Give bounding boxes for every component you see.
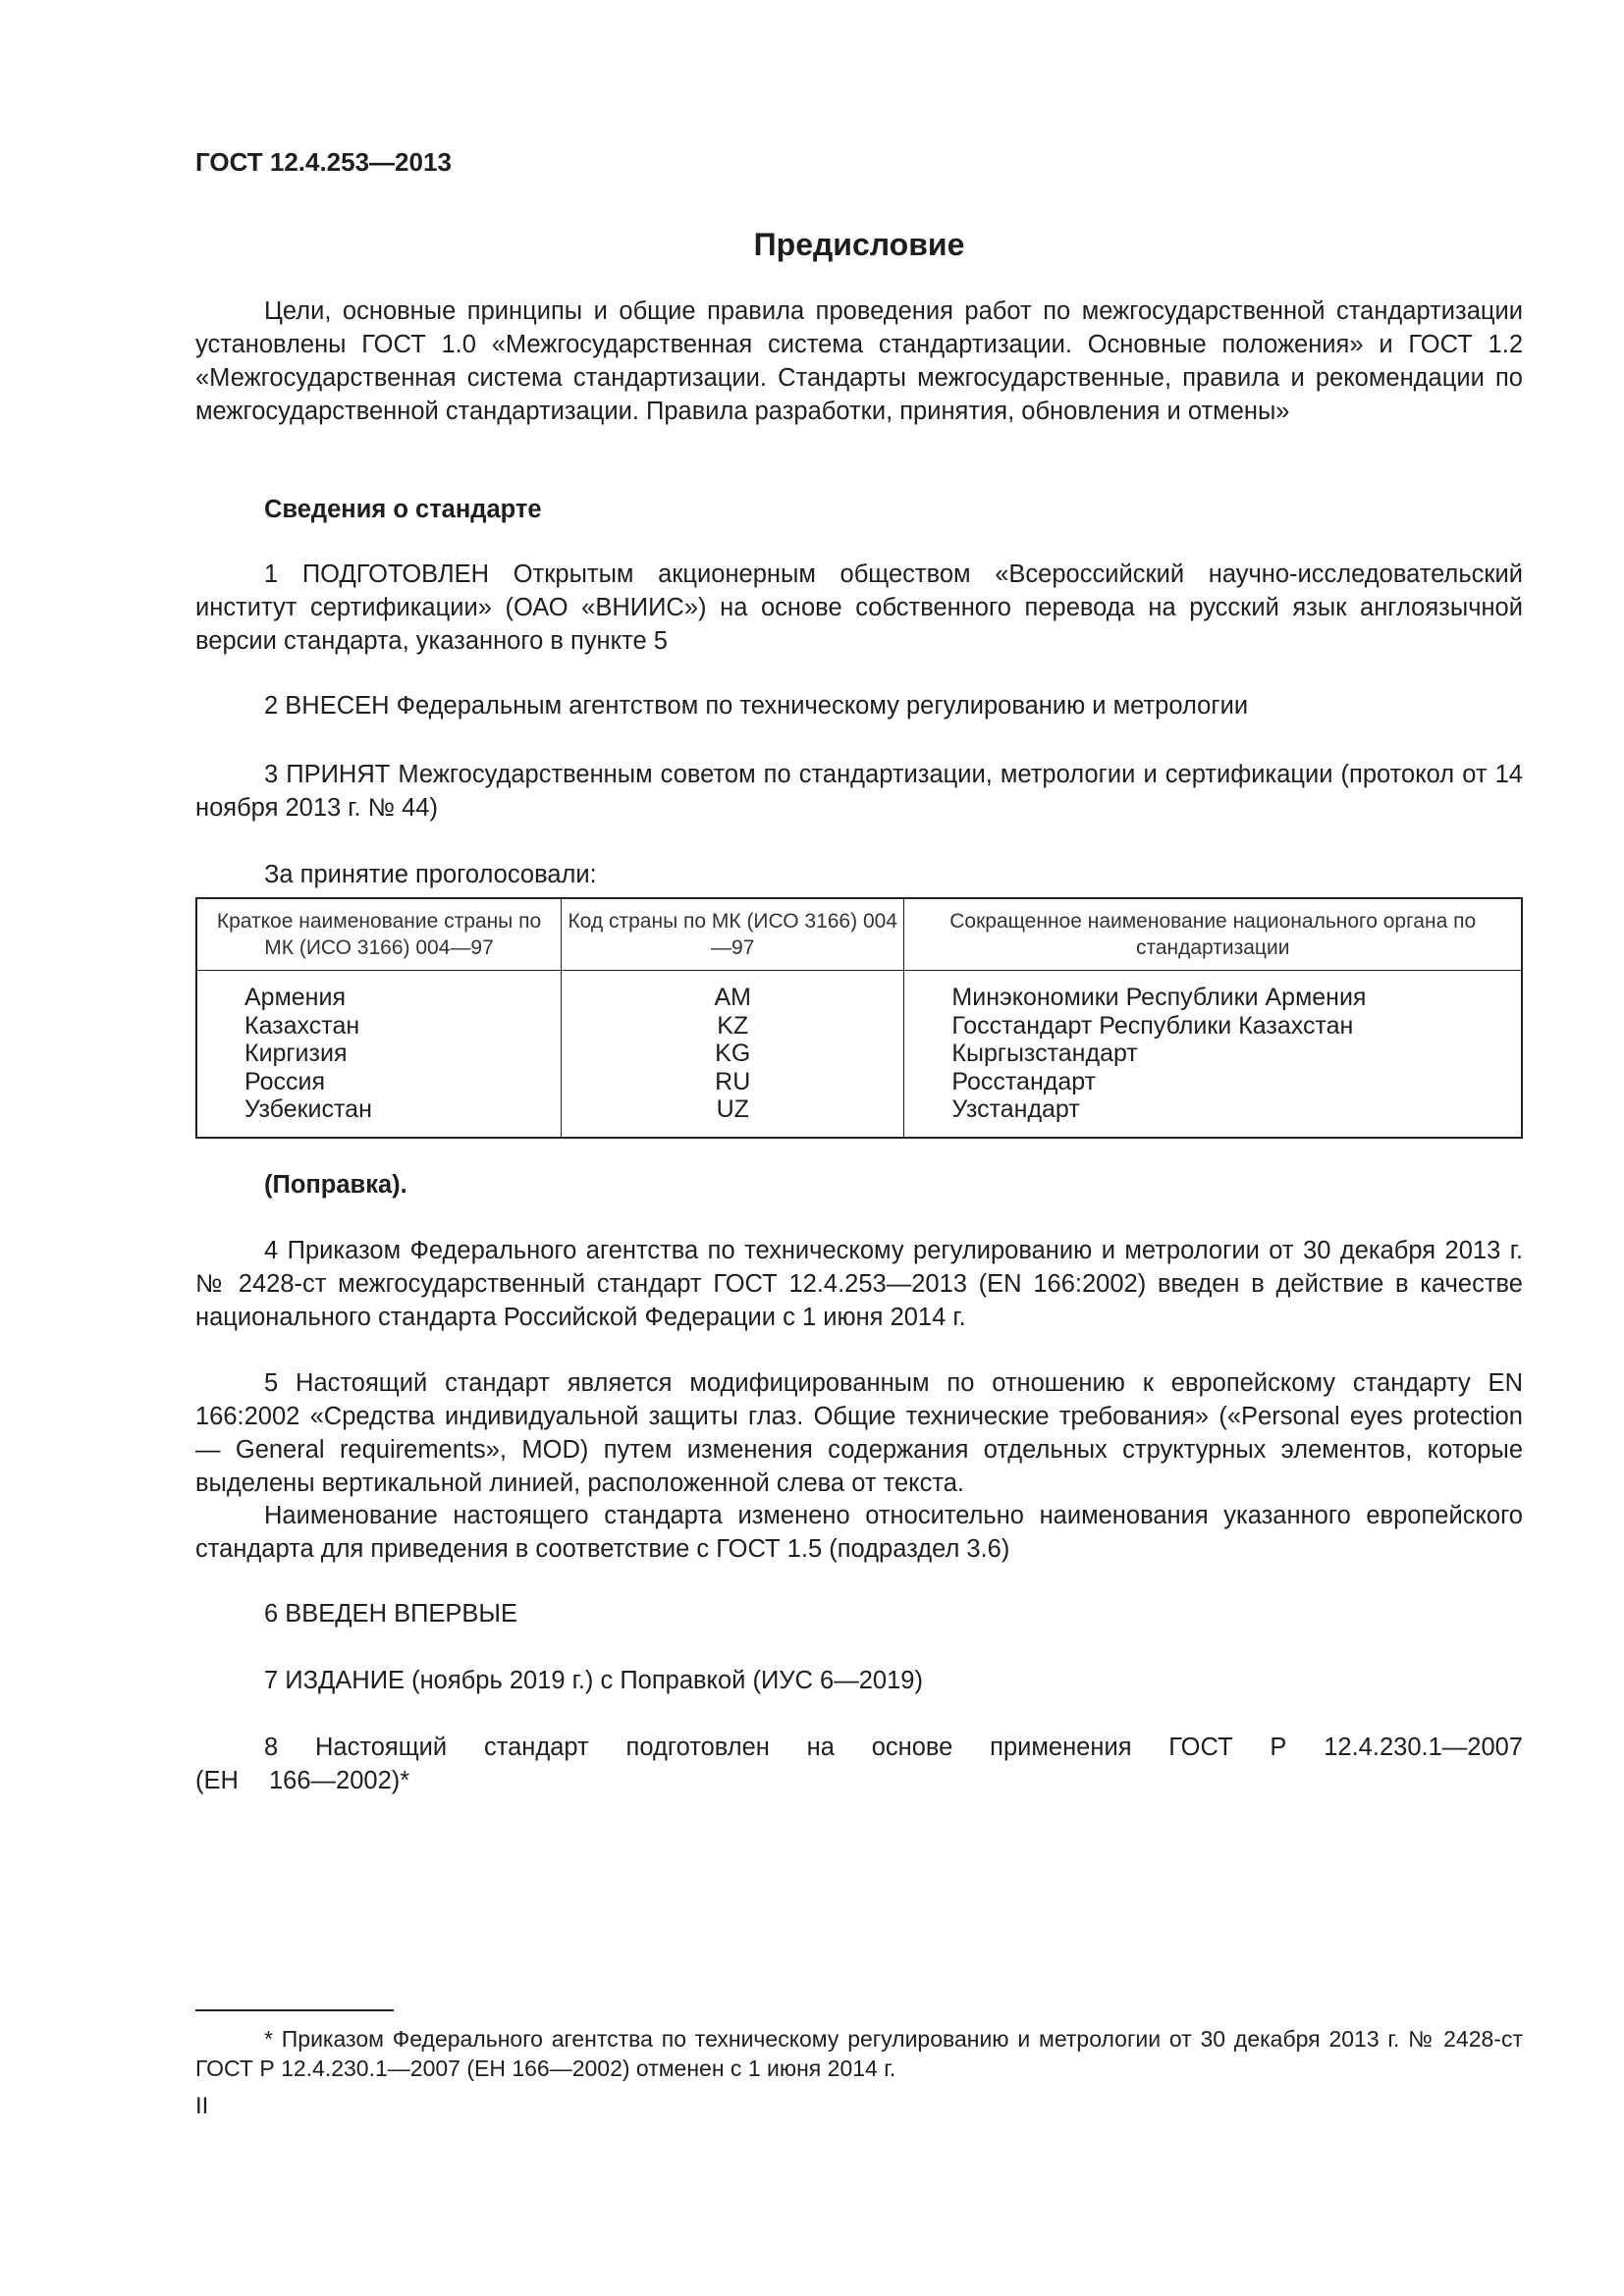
country-name: Киргизия	[244, 1040, 348, 1067]
item-1-paragraph: 1 ПОДГОТОВЛЕН Открытым акционерным обществом «Всероссийский научно-исследовательский институт сертификации» (ОАО «ВНИИС») на основе собственного перевода на русский язык англоязычной версии стандарта, указанного в пункте 5	[195, 561, 1523, 655]
country-name: Россия	[244, 1067, 325, 1095]
organization-name: Росстандарт	[951, 1067, 1097, 1095]
item-2-paragraph: 2 ВНЕСЕН Федеральным агентством по техническому регулированию и метрологии	[264, 692, 1249, 720]
column-header-code: Код страны по МК (ИСО 3166) 004—97	[562, 898, 904, 971]
amendment-note: (Поправка).	[264, 1171, 407, 1199]
item-6-paragraph: 6 ВВЕДЕН ВПЕРВЫЕ	[264, 1600, 518, 1628]
item-8-paragraph: 8 Настоящий стандарт подготовлен на основе применения ГОСТ Р 12.4.230.1—2007 (ЕН 166—2002)*	[195, 1734, 1523, 1794]
item-7-paragraph: 7 ИЗДАНИЕ (ноябрь 2019 г.) с Поправкой (ИУС 6—2019)	[264, 1667, 923, 1694]
country-code: KZ	[717, 1011, 749, 1040]
item-5-continuation: Наименование настоящего стандарта изменено относительно наименования указанного европейского стандарта для приведения в соответствие с ГОСТ 1.5 (подраздел 3.6)	[195, 1502, 1523, 1563]
table-body-row	[196, 971, 1522, 1139]
code-cell	[562, 971, 904, 1139]
footnote-divider	[195, 2009, 394, 2011]
country-name: Армения	[244, 984, 346, 1011]
item-5-paragraph: 5 Настоящий стандарт является модифицированным по отношению к европейскому стандарту EN 166:2002 «Средства индивидуальной защиты глаз. Общие технические требования» («Personal eyes protection — General requirements», MOD) путем изменения содержания отдельных структурных элементов, которые выделены вертикальной линией, расположенной слева от текста.	[195, 1369, 1523, 1497]
organization-name: Минэкономики Республики Армения	[951, 984, 1367, 1011]
organization-name: Узстандарт	[951, 1095, 1080, 1123]
organization-cell	[904, 971, 1522, 1139]
page-number: II	[195, 2093, 209, 2119]
column-header-organization: Сокращенное наименование национального органа по стандартизации	[904, 898, 1522, 971]
country-name: Узбекистан	[244, 1095, 372, 1123]
table-header-row	[196, 898, 1522, 971]
item-3-paragraph: 3 ПРИНЯТ Межгосударственным советом по стандартизации, метрологии и сертификации (протокол от 14 ноября 2013 г. № 44)	[195, 761, 1523, 822]
country-code: KG	[715, 1040, 751, 1067]
intro-paragraph: Цели, основные принципы и общие правила проведения работ по межгосударственной стандартизации установлены ГОСТ 1.0 «Межгосударственная система стандартизации. Основные положения» и ГОСТ 1.2 «Межгосударственная система стандартизации. Стандарты межгосударственные, правила и рекомендации по межгосударственной стандартизации. Правила разработки, принятия, обновления и отмены»	[195, 297, 1523, 425]
organization-name: Госстандарт Республики Казахстан	[951, 1011, 1354, 1040]
country-cell	[196, 971, 562, 1139]
country-code: AM	[714, 984, 751, 1011]
voting-table	[195, 897, 1523, 1139]
footnote: * Приказом Федерального агентства по техническому регулированию и метрологии от 30 декабря 2013 г. № 2428-ст ГОСТ Р 12.4.230.1—2007 (ЕН 166—2002) отменен с 1 июня 2014 г.	[195, 2026, 1523, 2081]
section-heading: Сведения о стандарте	[264, 496, 542, 523]
column-header-country: Краткое наименование страны по МК (ИСО 3166) 004—97	[196, 898, 562, 971]
page-title: Предисловие	[753, 227, 965, 262]
country-code: RU	[715, 1067, 751, 1095]
item-4-paragraph: 4 Приказом Федерального агентства по техническому регулированию и метрологии от 30 декабря 2013 г. № 2428-ст межгосударственный стандарт ГОСТ 12.4.253—2013 (EN 166:2002) введен в действие в качестве национального стандарта Российской Федерации с 1 июня 2014 г.	[195, 1237, 1523, 1331]
country-name: Казахстан	[244, 1011, 360, 1040]
voting-label: За принятие проголосовали:	[264, 861, 597, 888]
country-code: UZ	[716, 1095, 749, 1123]
standard-id-header: ГОСТ 12.4.253—2013	[195, 147, 452, 177]
organization-name: Кыргызстандарт	[951, 1040, 1138, 1067]
